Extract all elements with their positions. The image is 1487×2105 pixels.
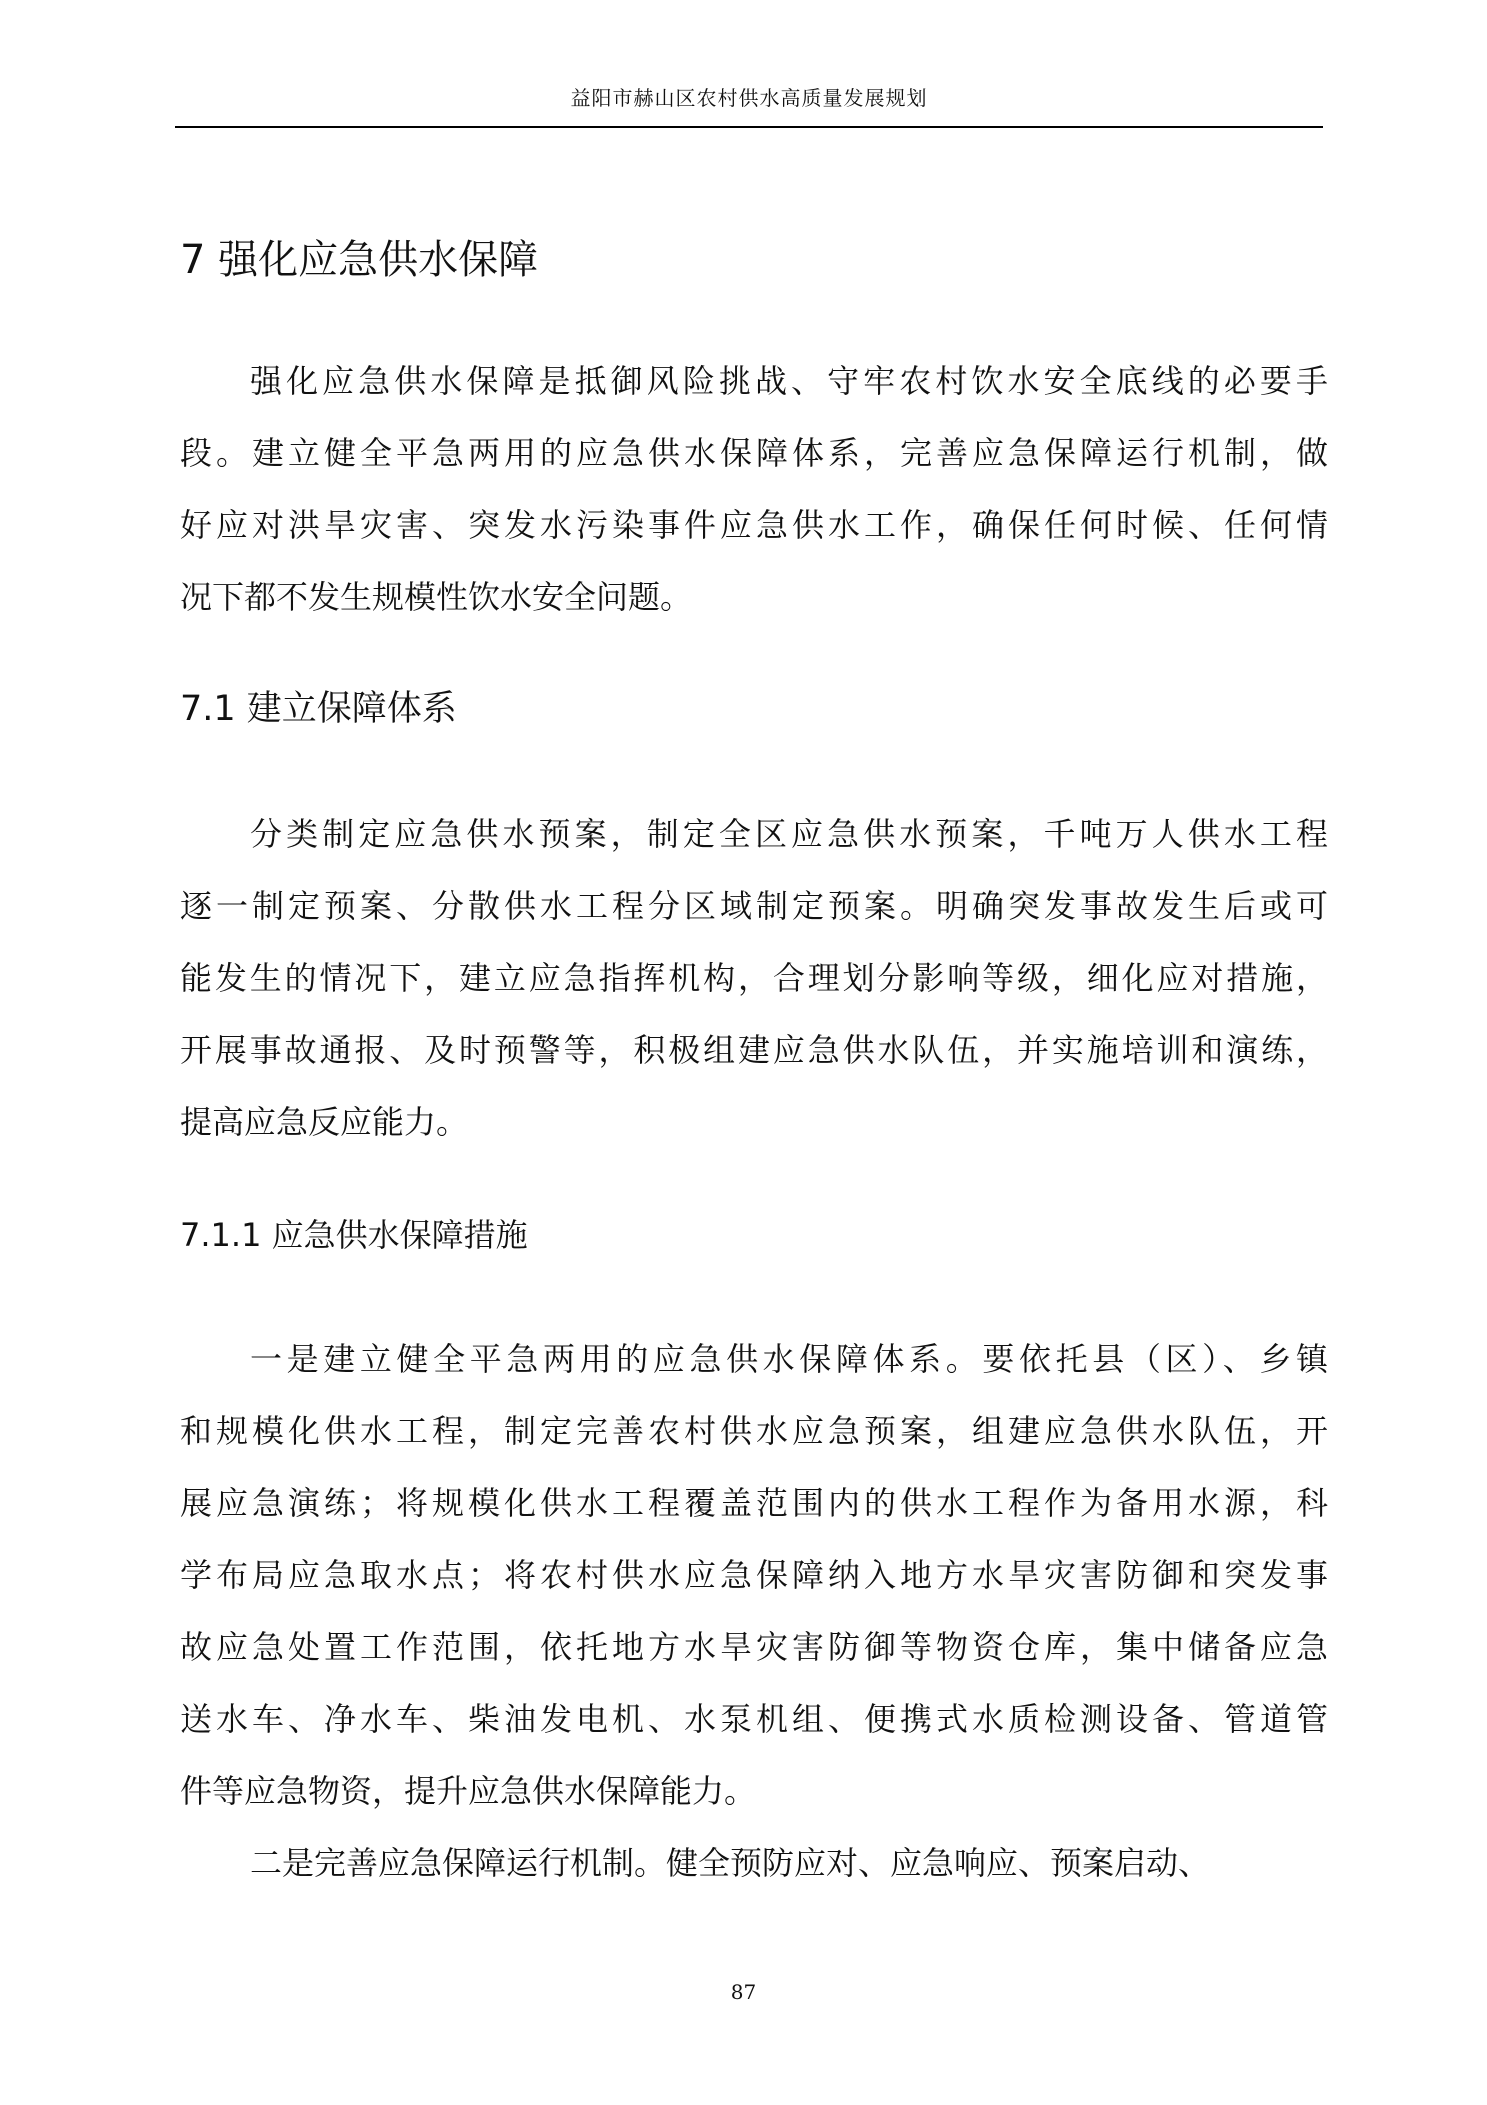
section-heading: 7.1 建立保障体系	[180, 689, 457, 729]
paragraph-line: 展应急演练；将规模化供水工程覆盖范围内的供水工程作为备用水源，科	[180, 1484, 1328, 1522]
subsection-heading: 7.1.1 应急供水保障措施	[180, 1216, 528, 1254]
paragraph-line: 送水车、净水车、柴油发电机、水泵机组、便携式水质检测设备、管道管	[180, 1700, 1328, 1738]
paragraph-line: 况下都不发生规模性饮水安全问题。	[180, 578, 693, 616]
paragraph-line: 分类制定应急供水预案，制定全区应急供水预案，千吨万人供水工程	[250, 815, 1328, 853]
paragraph-line: 一是建立健全平急两用的应急供水保障体系。要依托县（区）、乡镇	[250, 1340, 1328, 1378]
paragraph-line: 能发生的情况下，建立应急指挥机构，合理划分影响等级，细化应对措施，	[180, 959, 1328, 997]
paragraph-line: 二是完善应急保障运行机制。健全预防应对、应急响应、预案启动、	[250, 1844, 1211, 1882]
chapter-heading: 7 强化应急供水保障	[180, 237, 539, 283]
page-number: 87	[730, 1980, 757, 2004]
paragraph-line: 故应急处置工作范围，依托地方水旱灾害防御等物资仓库，集中储备应急	[180, 1628, 1328, 1666]
paragraph-line: 强化应急供水保障是抵御风险挑战、守牢农村饮水安全底线的必要手	[250, 362, 1328, 400]
running-header	[175, 84, 1323, 128]
paragraph-line: 逐一制定预案、分散供水工程分区域制定预案。明确突发事故发生后或可	[180, 887, 1328, 925]
paragraph-line: 开展事故通报、及时预警等，积极组建应急供水队伍，并实施培训和演练，	[180, 1031, 1328, 1069]
paragraph-line: 件等应急物资，提升应急供水保障能力。	[180, 1772, 757, 1810]
paragraph-line: 和规模化供水工程，制定完善农村供水应急预案，组建应急供水队伍，开	[180, 1412, 1328, 1450]
document-title: 益阳市赫山区农村供水高质量发展规划	[570, 86, 928, 110]
paragraph-line: 提高应急反应能力。	[180, 1103, 469, 1141]
paragraph-line: 好应对洪旱灾害、突发水污染事件应急供水工作，确保任何时候、任何情	[180, 506, 1328, 544]
paragraph-line: 段。建立健全平急两用的应急供水保障体系，完善应急保障运行机制，做	[180, 434, 1328, 472]
paragraph-line: 学布局应急取水点；将农村供水应急保障纳入地方水旱灾害防御和突发事	[180, 1556, 1328, 1594]
